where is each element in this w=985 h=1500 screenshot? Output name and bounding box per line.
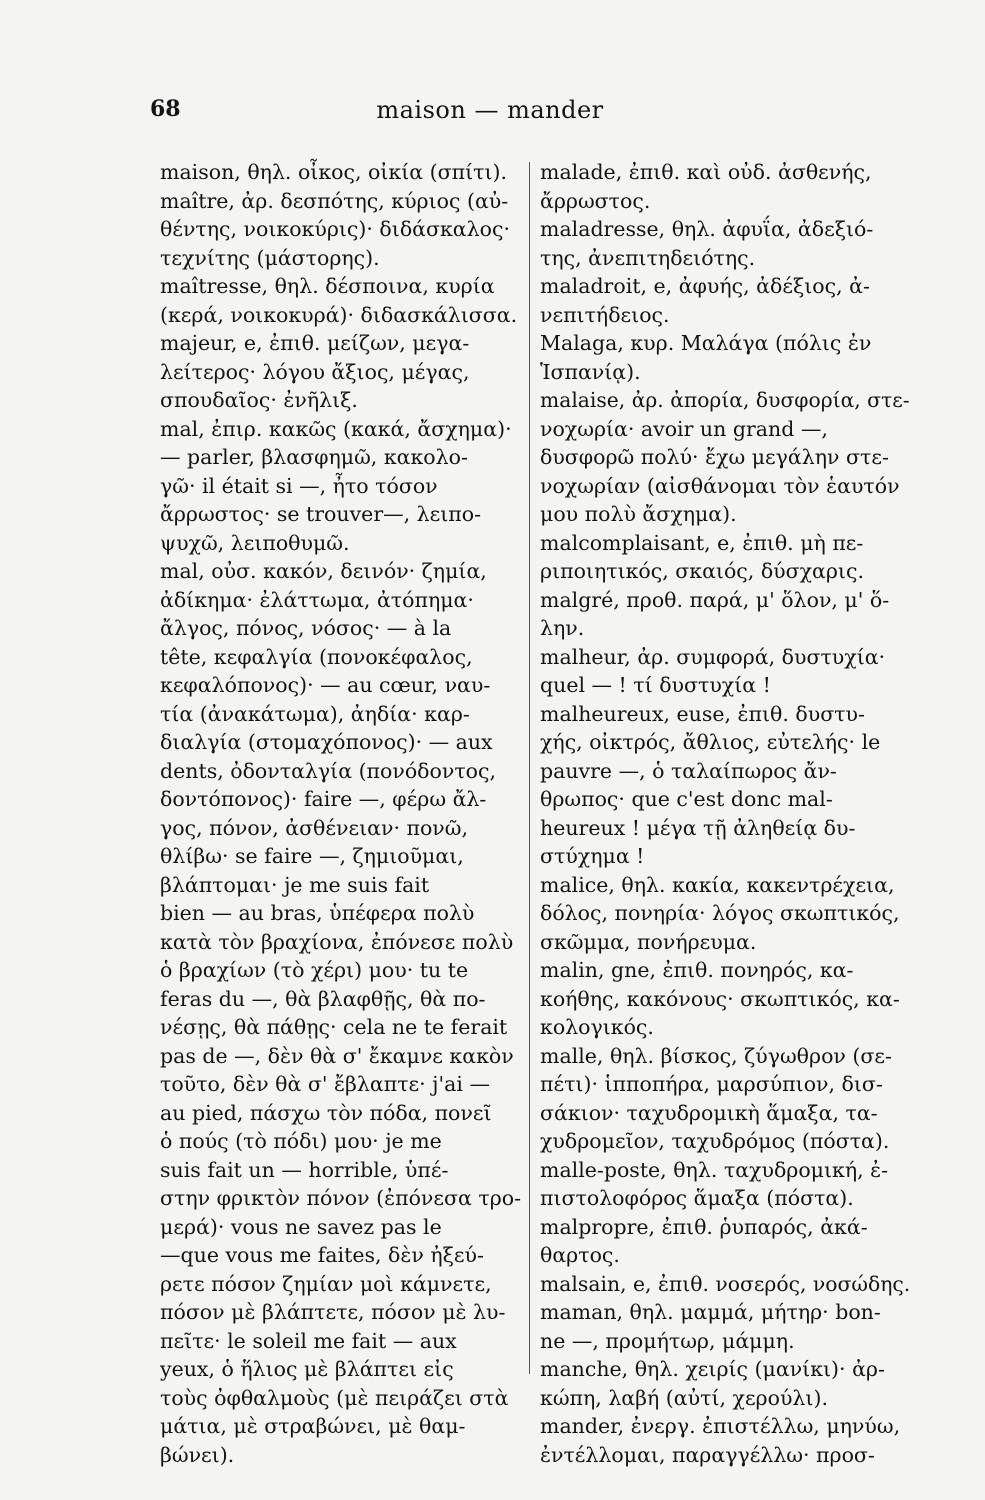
left-column [160,158,522,1469]
entry-line: πιστολοφόρος ἅμαξα (πόστα). [540,1186,854,1210]
entry-line: pauvre —, ὁ ταλαίπωρος ἄν- [540,758,837,783]
entry-line: βώνει). [160,1442,235,1467]
entry-line: ἐντέλλομαι, παραγγέλλω· προσ- [540,1442,875,1467]
entry-line: heureux ! μέγα τῇ ἀληθείᾳ δυ- [540,815,856,840]
entry-line: πέτι)· ἱπποπήρα, μαρσύπιον, δισ- [540,1072,883,1096]
entry-line: maladroit, e, ἀφυής, ἀδέξιος, ἀ- [540,274,870,298]
entry-line: ἀδίκημα· ἐλάττωμα, ἀτόπημα· [160,587,474,612]
entry-line: πόσον μὲ βλάπτετε, πόσον μὲ λυ- [160,1300,506,1324]
entry-line: λείτερος· λόγου ἄξιος, μέγας, [160,359,470,384]
entry-line: ὁ βραχίων (τὸ χέρι) μου· tu te [160,958,469,982]
entry-line: κατὰ τὸν βραχίονα, ἐπόνεσε πολὺ [160,929,514,954]
page-number: 68 [150,96,181,122]
entry-line: maladresse, θηλ. ἀφυΐα, ἀδεξιό- [540,217,874,241]
entry-line: θρωπος· que c'est donc mal- [540,787,833,811]
entry-line: χής, οἰκτρός, ἄθλιος, εὐτελής· le [540,730,881,754]
entry-line: κολογικός. [540,1015,654,1039]
entry-line: τοῦτο, δὲν θὰ σ' ἔβλαπτε· j'ai — [160,1072,490,1096]
entry-line: κεφαλόπονος)· — au cœur, ναυ- [160,673,491,697]
entry-line: ρετε πόσον ζημίαν μοὶ κάμνετε, [160,1271,492,1296]
entry-line: maîtresse, θηλ. δέσποινα, κυρία [160,274,495,298]
column-divider [529,162,530,1374]
entry-line: pas de —, δὲν θὰ σ' ἔκαμνε κακὸν [160,1043,514,1068]
entry-line: — parler, βλασφημῶ, κακολο- [160,445,468,469]
entry-line: γῶ· il était si —, ἦτο τόσον [160,473,438,498]
entry-line: ne —, προμήτωρ, μάμμη. [540,1328,795,1353]
entry-line: malpropre, ἐπιθ. ῥυπαρός, ἀκά- [540,1214,868,1239]
entry-line: maître, ἀρ. δεσπότης, κύριος (αὐ- [160,188,509,213]
entry-line: της, ἀνεπιτηδειότης. [540,245,756,270]
entry-line: δυσφορῶ πολύ· ἔχω μεγάλην στε- [540,445,889,469]
entry-line: μάτια, μὲ στραβώνει, μὲ θαμ- [160,1414,466,1438]
entry-line: νοχωρία· avoir un grand —, [540,416,828,441]
entry-line: Ἱσπανίᾳ). [540,359,641,384]
entry-line: malheureux, euse, ἐπιθ. δυστυ- [540,701,865,726]
entry-line: δοντόπονος)· faire —, φέρω ἄλ- [160,787,487,811]
entry-line: malle-poste, θηλ. ταχυδρομική, ἐ- [540,1157,889,1182]
entry-line: malgré, προθ. παρά, μ' ὅλον, μ' ὅ- [540,587,890,612]
entry-line: ἄρρωστος· se trouver—, λειπο- [160,502,482,526]
entry-line: τεχνίτης (μάστορης). [160,245,380,270]
entry-line: majeur, e, ἐπιθ. μείζων, μεγα- [160,331,470,355]
entry-line: θέντης, νοικοκύρις)· διδάσκαλος· [160,217,510,241]
entry-line: στύχημα ! [540,844,645,868]
entry-line: malin, gne, ἐπιθ. πονηρός, κα- [540,958,854,982]
entry-line: mal, ἐπιρ. κακῶς (κακά, ἄσχημα)· [160,416,512,441]
entry-line: yeux, ὁ ἥλιος μὲ βλάπτει εἰς [160,1357,454,1381]
entry-line: στην φρικτὸν πόνον (ἐπόνεσα τρο- [160,1186,522,1210]
entry-line: νοχωρίαν (αἰσθάνομαι τὸν ἑαυτόν [540,473,900,498]
entry-line: λην. [540,616,585,640]
entry-line: quel — ! τί δυστυχία ! [540,673,771,697]
entry-line: μου πολὺ ἄσχημα). [540,502,737,526]
entry-line: ὁ πούς (τὸ πόδι) μου· je me [160,1129,442,1153]
entry-line: θαρτος. [540,1243,620,1267]
running-head: maison — mander [376,96,604,124]
entry-line: κώπη, λαβή (αὐτί, χερούλι). [540,1385,828,1410]
entry-line: tête, κεφαλγία (πονοκέφαλος, [160,644,473,669]
entry-line: malcomplaisant, e, ἐπιθ. μὴ πε- [540,530,864,555]
entry-line: νέσῃς, θὰ πάθῃς· cela ne te ferait [160,1015,508,1039]
entry-line: νεπιτήδειος. [540,302,670,327]
entry-line: χυδρομεῖον, ταχυδρόμος (πόστα). [540,1129,890,1153]
entry-line: bien — au bras, ὑπέφερα πολὺ [160,901,475,925]
entry-line: ψυχῶ, λειποθυμῶ. [160,530,350,555]
entry-line: διαλγία (στομαχόπονος)· — aux [160,730,493,754]
entry-line: malle, θηλ. βίσκος, ζύγωθρον (σε- [540,1043,892,1068]
entry-line: (κερά, νοικοκυρά)· διδασκάλισσα. [160,302,518,327]
entry-line: σάκιον· ταχυδρομικὴ ἅμαξα, τα- [540,1100,878,1125]
entry-line: suis fait un — horrible, ὑπέ- [160,1157,449,1182]
entry-line: ριποιητικός, σκαιός, δύσχαρις. [540,559,864,583]
entry-line: τοὺς ὀφθαλμοὺς (μὲ πειράζει στὰ [160,1385,509,1410]
entry-line: μερά)· vous ne savez pas le [160,1214,442,1239]
entry-line: au pied, πάσχω τὸν πόδα, πονεῖ [160,1100,492,1125]
entry-line: dents, ὀδονταλγία (πονόδοντος, [160,758,497,783]
entry-line: κοήθης, κακόνους· σκωπτικός, κα- [540,986,900,1011]
entry-line: Malaga, κυρ. Μαλάγα (πόλις ἐν [540,331,872,355]
page-header [150,96,830,136]
entry-line: σκῶμμα, πονήρευμα. [540,929,757,954]
entry-line: malade, ἐπιθ. καὶ οὐδ. ἀσθενής, [540,160,872,184]
entry-line: maman, θηλ. μαμμά, μήτηρ· bon- [540,1300,881,1324]
entry-line: σπουδαῖος· ἐνῆλιξ. [160,388,358,412]
entry-line: maison, θηλ. οἶκος, οἰκία (σπίτι). [160,160,507,184]
entry-line: ἄλγος, πόνος, νόσος· — à la [160,616,452,640]
entry-line: mander, ἐνεργ. ἐπιστέλλω, μηνύω, [540,1414,901,1438]
entry-line: —que vous me faites, δὲν ἠξεύ- [160,1243,484,1267]
entry-line: ἄρρωστος. [540,188,651,213]
entry-line: feras du —, θὰ βλαφθῇς, θὰ πο- [160,986,486,1011]
entry-line: πεῖτε· le soleil me fait — aux [160,1328,457,1353]
entry-line: malheur, ἀρ. συμφορά, δυστυχία· [540,644,886,669]
entry-line: τία (ἀνακάτωμα), ἀηδία· καρ- [160,701,470,726]
entry-line: θλίβω· se faire —, ζημιοῦμαι, [160,844,464,868]
entry-line: γος, πόνον, ἀσθένειαν· πονῶ, [160,815,468,840]
entry-line: malsain, e, ἐπιθ. νοσερός, νοσώδης. [540,1271,910,1296]
entry-line: malice, θηλ. κακία, κακεντρέχεια, [540,872,895,897]
entry-line: manche, θηλ. χειρίς (μανίκι)· ἀρ- [540,1357,885,1381]
entry-line: δόλος, πονηρία· λόγος σκωπτικός, [540,901,900,925]
entry-line: mal, οὐσ. κακόν, δεινόν· ζημία, [160,559,487,583]
entry-line: βλάπτομαι· je me suis fait [160,872,430,897]
right-column [540,158,910,1469]
entry-line: malaise, ἀρ. ἀπορία, δυσφορία, στε- [540,388,910,412]
